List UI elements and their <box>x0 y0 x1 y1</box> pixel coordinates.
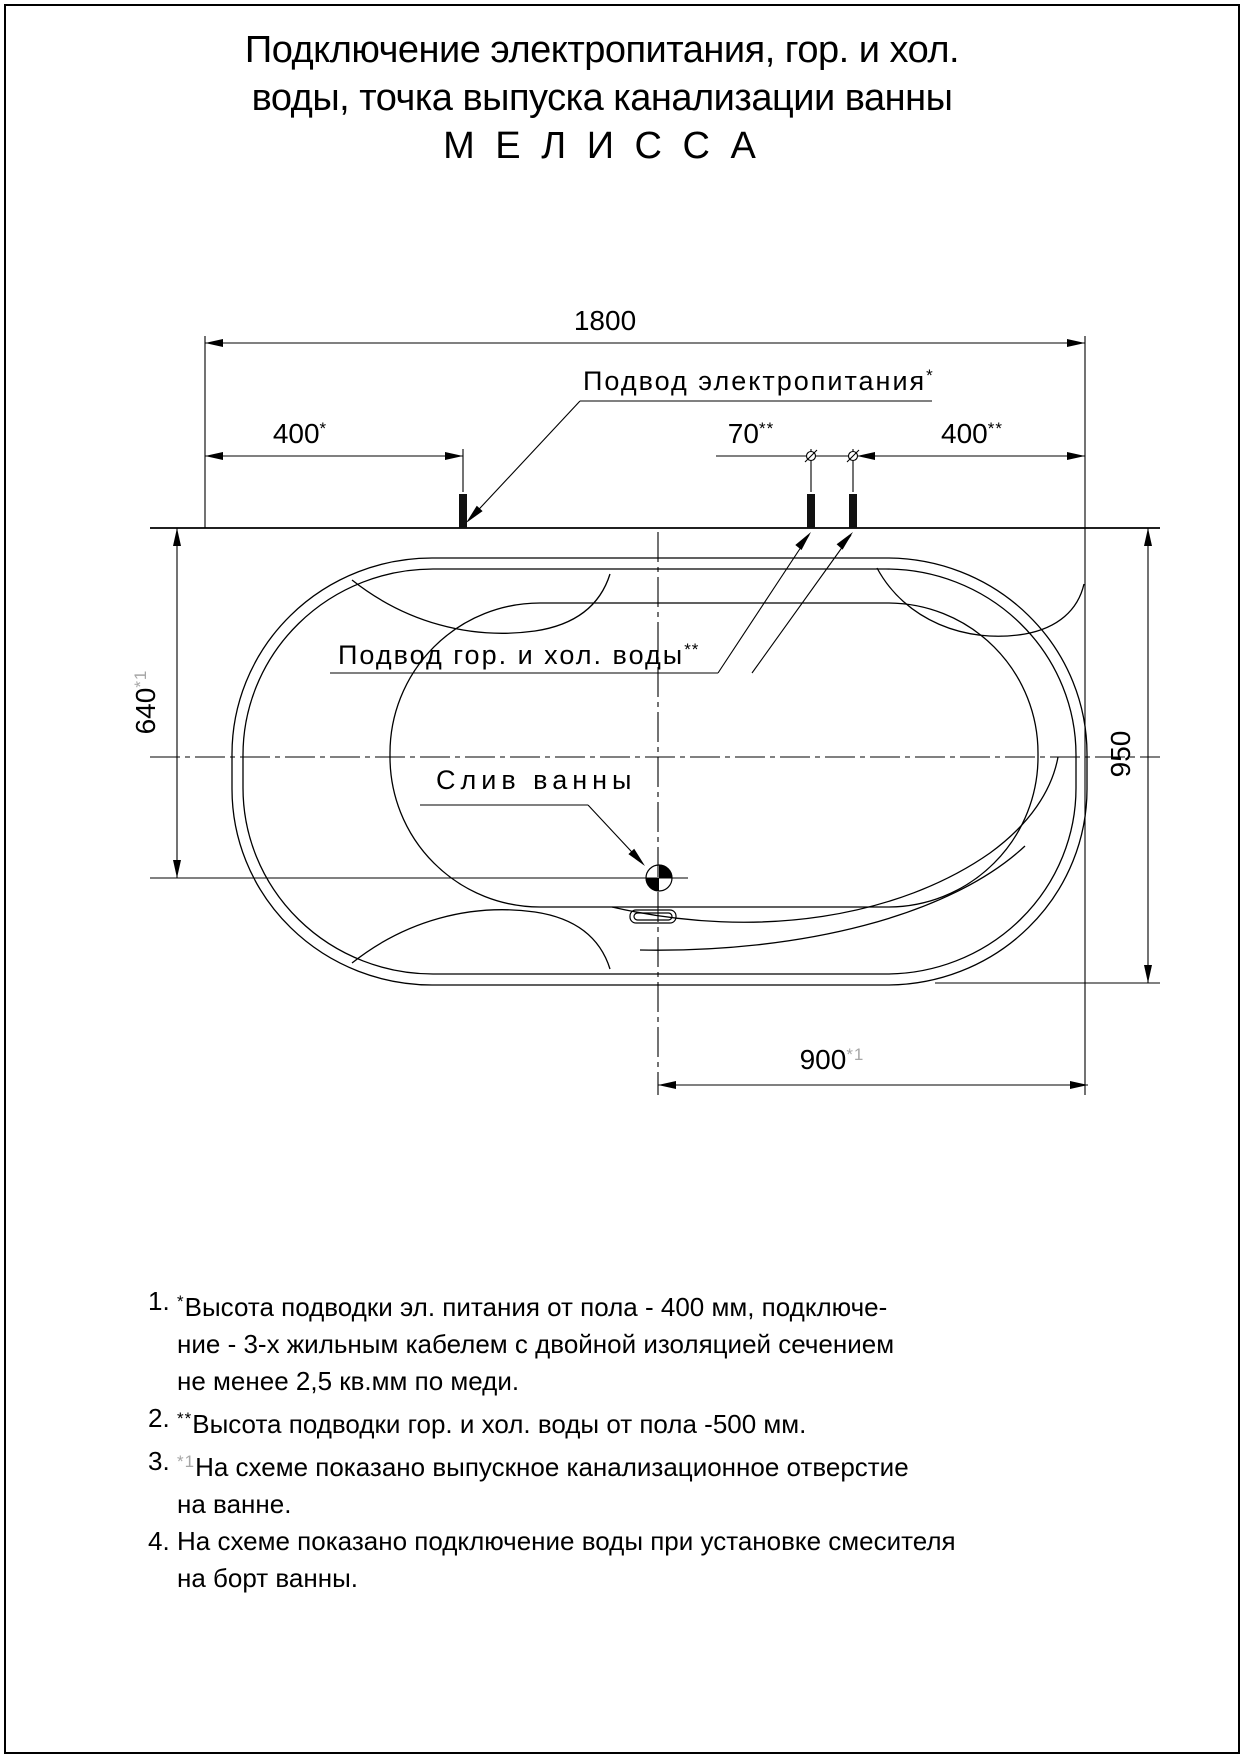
basin-floor-contour-2 <box>640 846 1025 950</box>
dim-400-right-label: 400** <box>941 418 1003 449</box>
water-pipe-mark-1 <box>807 494 815 528</box>
note-4-cont-1: на борт ванны. <box>177 1563 359 1593</box>
bathtub-outline <box>232 558 1087 985</box>
note-1-cont-1: ние - 3-х жильным кабелем с двойной изоляцией сечением <box>177 1329 895 1359</box>
note-2: 2. **Высота подводки гор. и хол. воды от пола -500 мм. <box>148 1403 807 1439</box>
contour-bottom-left <box>352 910 610 969</box>
basin-floor-contour-1 <box>612 757 1058 922</box>
dim-1800-label: 1800 <box>573 305 637 336</box>
note-4: 4. На схеме показано подключение воды при установке смесителя <box>148 1526 956 1556</box>
dim-70-label: 70** <box>727 418 775 449</box>
dim-640-label: 640$^{*1}$ <box>130 669 161 735</box>
water-supply-label: Подвод гор. и хол. воды** <box>338 640 700 670</box>
dim-400-left-label: 400* <box>272 418 328 449</box>
electric-supply-label: Подвод электропитания* <box>583 366 934 396</box>
water-leader-1 <box>718 535 809 673</box>
water-leader-arrow-2 <box>837 532 853 550</box>
drain-label: Слив ванны <box>436 765 637 795</box>
title-line-3-product-name: М Е Л И С С А <box>443 125 761 167</box>
note-3-cont-1: на ванне. <box>177 1489 292 1519</box>
title-line-1: Подключение электропитания, гор. и хол. <box>244 29 960 71</box>
footnotes <box>148 1283 1138 1597</box>
connection-marks <box>459 494 857 528</box>
note-1: 1. *Высота подводки эл. питания от пола - 400 мм, подключе- <box>148 1286 888 1322</box>
dim-900-label: 900$^{*1}$ <box>799 1044 865 1075</box>
note-3: 3. $^{*1}$На схеме показано выпускное канализационное отверстие <box>148 1446 909 1482</box>
water-pipe-mark-2 <box>849 494 857 528</box>
arrowheads <box>173 339 1152 1089</box>
note-1-cont-2: не менее 2,5 кв.мм по меди. <box>177 1366 520 1396</box>
water-leader-2 <box>752 535 851 673</box>
drain-symbol <box>646 865 672 891</box>
headrest-contour-top-right <box>877 568 1084 636</box>
dim-950-label: 950 <box>1105 730 1136 778</box>
electric-connection-mark <box>459 494 467 528</box>
electric-leader <box>468 401 580 521</box>
bathtub-outer-rim <box>232 558 1087 985</box>
water-leader-arrow-1 <box>795 532 811 550</box>
title-line-2: воды, точка выпуска канализации ванны <box>251 77 953 119</box>
